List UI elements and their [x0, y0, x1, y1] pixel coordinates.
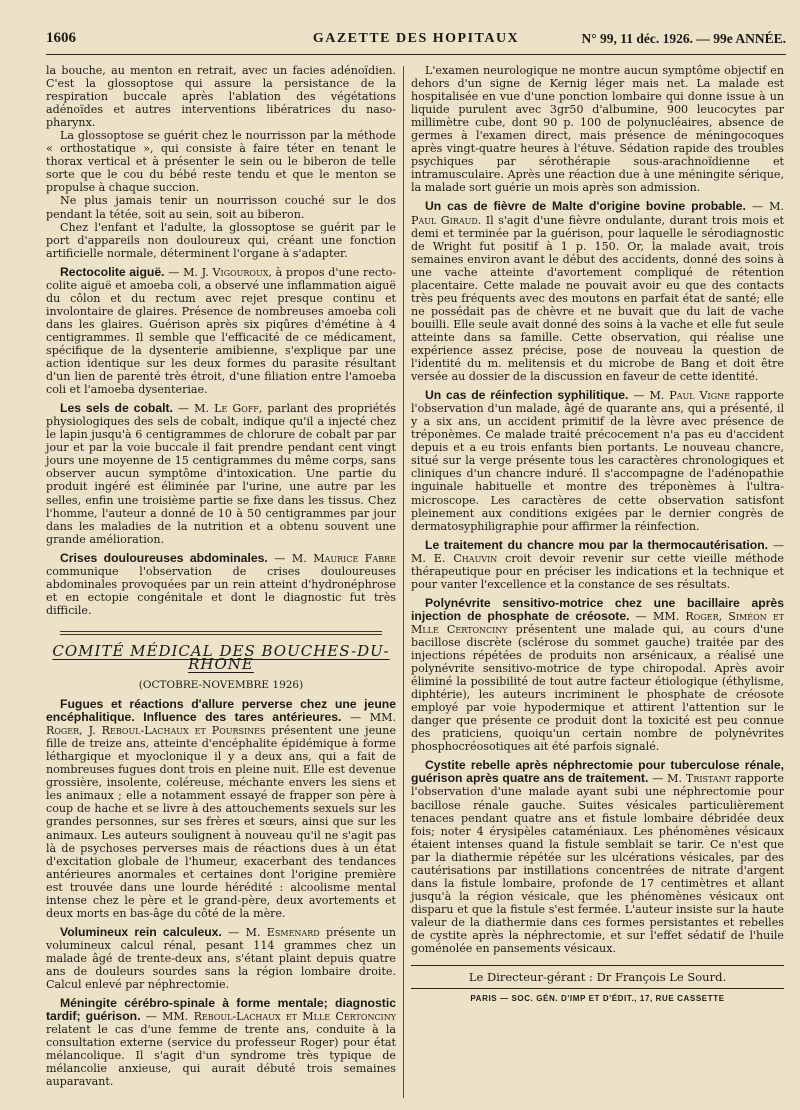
column-divider — [403, 66, 404, 1098]
section-title: Le traitement du chancre mou par la thermocautérisation. — [425, 537, 769, 552]
section-body: présente un volumineux calcul rénal, pesant 114 grammes chez un malade âgé de trente-deux ans, s'étant plaint depuis quatre ans de douleurs sourdes sans la région lombaire droite. Calcul enlevé par néphrectomie. — [46, 925, 396, 992]
page-footer — [411, 965, 784, 1005]
section-title: Les sels de cobalt. — [60, 401, 173, 416]
section-title: Un cas de réinfection syphilitique. — [425, 388, 629, 403]
article-section: Un cas de fièvre de Malte d'origine bovine probable. — M. Paul Giraud. Il s'agit d'une fièvre ondulante, durant trois mois et demi et terminée par la guérison, pour laquelle le sérodiagnostic de Wright fut positif à 1 p. 150. Or, la malade avait, trois semaines environ avant le début des accidents, donné des soins à une vache atteinte d'avortement compliqué de rétention placentaire. Cette malade ne pouvait avoir eu que des contacts très peu fréquents avec des moutons en parfait état de santé; elle ne possédait pas de chèvre et ne buvait que du lait de vache bouilli. Elle seule avait donné des soins à la vache et elle fut seule atteinte dans sa famille. Cette observation, qui réalise une expérience assez précise, pose de nouveau la question de l'identité du m. melitensis et du microbe de Bang et doit être versée au dossier de la discussion en faveur de cette identité. — [411, 199, 784, 384]
article-section: Volumineux rein calculeux. — M. Esmenard présente un volumineux calcul rénal, pesant 114 grammes chez un malade âgé de trente-deux ans, s'étant plaint depuis quatre ans de douleurs sourdes sans la région lombaire droite. Calcul enlevé par néphrectomie. — [46, 924, 396, 992]
section-author: M. Tristant — [667, 772, 731, 786]
article-section: Les sels de cobalt. — M. Le Goff, parlant des propriétés physiologiques des sels de cobalt, indique qu'il a injecté chez le lapin jusqu'à 6 centigrammes de chlorure de cobalt par par jour et par la voie buccale il fait prendre pendant cent vingt jours une moyenne de 15 centigrammes du même corps, sans observer aucun symptôme d'intoxication. Une partie du produit ingéré est éliminée par l'urine, une autre par les selles, enfin une troisième partie se fixe dans les tissus. Chez l'homme, l'auteur a donné de 10 à 50 centigrammes par jour dans les maladies de la nutrition et a obtenu souvent une grande amélioration. — [46, 401, 396, 546]
section-body: croit devoir revenir sur cette vieille méthode thérapeutique pour en préciser les indications et la technique et pour vanter l'excellence et la constance de ses résultats. — [411, 551, 784, 591]
section-title: Rectocolite aiguë. — [60, 264, 165, 279]
section-body: communique l'observation de crises douloureuses abdominales provoquées par un rein atteint d'hydronéphrose et en ectopie congénitale et dont le diagnostic fut très difficile. — [46, 564, 396, 617]
paragraph: Chez l'enfant et l'adulte, la glossoptose se guérit par le port d'appareils non douloureux qui, créant une fonction artificielle normale, déterminent l'organe à s'adapter. — [46, 220, 396, 260]
section-author: M. J. Vigouroux — [183, 265, 269, 279]
section-body: présentent une jeune fille de treize ans, atteinte d'encéphalite épidémique à forme léthargique et myoclonique il y a deux ans, qui a fait de nombreuses fugues dont trois en pleine nuit. Elle est devenue grossière, insolente, coléreuse, méchante envers les siens et les animaux ; elle a notamment essayé de frapper son père à coup de hache et se livre à des attouchements sexuels sur les grandes personnes, sur ses frères et sœurs, ainsi que sur les animaux. Les auteurs soulignent à nouveau qu'il ne s'agit pas là de psychoses perverses mais de réactions dues à un état d'excitation globale de l'humeur, exacerbant des tendances antérieures anormales et certaines dont l'origine première est trouvée dans une lourde hérédité : alcoolisme mental intense chez le père et le grand-père, deux avortements et deux morts en bas-âge du côté de la mère. — [46, 724, 397, 920]
article-section: Le traitement du chancre mou par la thermocautérisation. — M. E. Chauvin croit devoir revenir sur cette vieille méthode thérapeutique pour en préciser les indications et la technique et pour vanter l'excellence et la constance de ses résultats. — [411, 537, 784, 591]
article-section: Fugues et réactions d'allure perverse chez une jeune encéphalitique. Influence des tares antérieures. — MM. Roger, J. Reboul-Lachaux et Poursines présentent une jeune fille de treize ans, atteinte d'encéphalite épidémique à forme léthargique et myoclonique il y a deux ans, qui a fait de nombreuses fugues dont trois en pleine nuit. Elle est devenue grossière, insolente, coléreuse, méchante envers les siens et les animaux ; elle a notamment essayé de frapper son père à coup de hache et se livre à des attouchements sexuels sur les grandes personnes, sur ses frères et sœurs, ainsi que sur les animaux. Les auteurs soulignent à nouveau qu'il ne s'agit pas là de psychoses perverses mais de réactions dues à un état d'excitation globale de l'humeur, exacerbant des tendances antérieures anormales et certaines dont l'origine première est trouvée dans une lourde hérédité : alcoolisme mental intense chez le père et le grand-père, deux avortements et deux morts en bas-âge du côté de la mère. — [46, 697, 397, 920]
article-section: Polynévrite sensitivo-motrice chez une bacillaire après injection de phosphate de créosote. — MM. Roger, Siméon et Mlle Certonciny présentent une malade qui, au cours d'une bacillose discrète (sclérose du sommet gauche) traitée par des injections répétées de produits non arsénicaux, a réalisé une polynévrite sensitivo-motrice de type chiropodal. Après avoir éliminé la possibilité de tout autre facteur étiologique (éthylisme, diphtérie), les auteurs incriminent le phosphate de créosote employé par voie hypodermique et attirent l'attention sur le danger que présente ce produit dont la toxicité est peu connue des praticiens, quoiqu'un certain nombre de polynévrites phosphocréosotiques ait été parfois signalé. — [411, 595, 785, 754]
paragraph: La glossoptose se guérit chez le nourrisson par la méthode « orthostatique », qui consiste à faire téter en tenant le thorax vertical et à présenter le sein ou le biberon de telle sorte que le cou du bébé reste tendu et que le menton se propulse à chaque succion. — [46, 129, 396, 195]
section-author: M. Maurice Fabre — [291, 551, 396, 565]
section-title: Méningite cérébro-spinale à forme mentale; diagnostic tardif; guérison. — [46, 996, 396, 1024]
section-title: Polynévrite sensitivo-motrice chez une bacillaire après injection de phosphate de créosote. — [411, 595, 784, 623]
paragraph: L'examen neurologique ne montre aucun symptôme objectif en dehors d'un signe de Kernig léger mais net. La malade est hospitalisée en vue d'une ponction lombaire qui donne issue à un liquide purulent avec 3gr50 d'albumine, 900 leucocytes par millimètre cube, dont 90 p. 100 de polynucléaires, absence de germes à l'examen direct, mais présence de méningocoques après vingt-quatre heures à l'étuve. Sédation rapide des troubles psychiques par sérothérapie sous-arachnoïdienne et intramusculaire. Après une réaction due à une méningite sérique, la malade sort guérie un mois après son admission. — [411, 64, 784, 195]
left-column — [46, 64, 396, 1088]
paragraph: Ne plus jamais tenir un nourrisson couché sur le dos pendant la tétée, soit au sein, soit au biberon. — [46, 194, 396, 221]
section-author: M. Paul Vigne — [649, 389, 730, 403]
section-body: présentent une malade qui, au cours d'une bacillose discrète (sclérose du sommet gauche) traitée par des injections répétées de produits non arsénicaux, a réalisé une polynévrite sensitivo-motrice de type chiropodal. Après avoir éliminé la possibilité de tout autre facteur étiologique (éthylisme, diphtérie), les auteurs incriminent le phosphate de créosote employé par voie hypodermique et attirent l'attention sur le danger que présente ce produit dont la toxicité est peu connue des praticiens, quoiqu'un certain nombre de polynévrites phosphocréosotiques ait été parfois signalé. — [411, 622, 784, 754]
section-body: relatent le cas d'une femme de trente ans, conduite à la consultation externe (service du professeur Roger) pour état mélancolique. Il s'agit d'un syndrome très typique de mélancolie anxieuse, qui aurait débuté trois semaines auparavant. — [46, 1023, 396, 1089]
section-author: M. Paul Giraud — [411, 200, 784, 227]
society-heading: COMITÉ MÉDICAL DES BOUCHES-DU-RHONE — [52, 641, 390, 673]
section-title: Crises douloureuses abdominales. — [60, 550, 268, 565]
section-body: rapporte l'observation d'une malade ayant subi une néphrectomie pour bacillose rénale gauche. Suites vésicales particulièrement tenaces pendant quatre ans et fistule lombaire débridée deux fois; noter 4 érysipèles cataméniaux. Les phénomènes vésicaux étaient intenses quand la fistule semblait se tarir. Ce n'est que par la diathermie répétée sur les ulcérations vésicales, par des cautérisations par instillations concentrées de nitrate d'argent dans la fistule lombaire, profonde de 17 centimètres et allant jusqu'à la région vésicale, que les phénomènes vésicaux ont disparu et que la fistule s'est fermée. L'auteur insiste sur la haute valeur de la diathermie dans ces formes persistantes et rebelles de cystite après la néphrectomie, et sur l'effet sédatif de l'huile goménolée en pansements vésicaux. — [411, 772, 784, 956]
section-title: Volumineux rein calculeux. — [60, 924, 222, 939]
section-title: Fugues et réactions d'allure perverse chez une jeune encéphalitique. Influence des tares antérieures. — [46, 697, 396, 725]
section-author: MM. Roger, Siméon et Mlle Certonciny — [411, 609, 785, 636]
director-signature: Le Directeur-gérant : Dr François Le Sourd. — [411, 971, 784, 989]
section-author: M. E. Chauvin — [411, 551, 498, 565]
section-body: rapporte l'observation d'un malade, âgé de quarante ans, qui a présenté, il y a six ans, un accident primitif de la lèvre avec présence de tréponèmes. Ce malade traité précocement n'a pas eu d'accident depuis et a eu trois enfants bien portants. Le nouveau chancre, situé sur la verge présente tous les caractères chronologiques et cliniques d'un chancre induré. Il s'accompagne de l'adénopathie inguinale habituelle et montre des tréponèmes à l'ultra-microscope. Les caractères de cette observation satisfont pleinement aux conditions exigées par le dernier congrès de dermatosyphiligraphie pour affirmer la réinfection. — [411, 389, 784, 533]
section-body: , à propos d'une recto-colite aiguë et amoeba coli, a observé une inflammation aiguë du côlon et du rectum avec rejet presque continu et involontaire de glaires. Présence de nombreuses amoeba coli dans les glaires. Guérison après six piqûres d'émétine à 4 centigrammes. Il semble que l'efficacité de ce médicament, spécifique de la dysenterie amibienne, s'explique par une action identique sur les deux formes du parasite résultant d'un lien de parenté très étroit, d'une filiation entre l'amoeba coli et l'amoeba dysenteriae. — [46, 265, 396, 397]
section-author: M. Esmenard — [245, 925, 320, 939]
section-title: Cystite rebelle après néphrectomie pour tuberculose rénale, guérison après quatre ans de traitement. — [411, 758, 784, 786]
section-author: MM. Roger, J. Reboul-Lachaux et Poursines — [46, 711, 396, 738]
article-section: Cystite rebelle après néphrectomie pour tuberculose rénale, guérison après quatre ans de traitement. — M. Tristant rapporte l'observation d'une malade ayant subi une néphrectomie pour bacillose rénale gauche. Suites vésicales particulièrement tenaces pendant quatre ans et fistule lombaire débridée deux fois; noter 4 érysipèles cataméniaux. Les phénomènes vésicaux étaient intenses quand la fistule semblait se tarir. Ce n'est que par la diathermie répétée sur les ulcérations vésicales, par des cautérisations par instillations concentrées de nitrate d'argent dans la fistule lombaire, profonde de 17 centimètres et allant jusqu'à la région vésicale, que les phénomènes vésicaux ont disparu et que la fistule s'est fermée. L'auteur insiste sur la haute valeur de la diathermie dans ces formes persistantes et rebelles de cystite après la néphrectomie, et sur l'effet sédatif de l'huile goménolée en pansements vésicaux. — [411, 758, 784, 956]
article-section: Crises douloureuses abdominales. — M. Maurice Fabre communique l'observation de crises douloureuses abdominales provoquées par un rein atteint d'hydronéphrose et en ectopie congénitale et dont le diagnostic fut très difficile. — [46, 550, 396, 617]
separator-rule — [60, 634, 382, 635]
section-title: Un cas de fièvre de Malte d'origine bovine probable. — [425, 199, 746, 214]
section-author: MM. Reboul-Lachaux et Mlle Certonciny — [162, 1010, 397, 1024]
printer-imprint: PARIS — SOC. GÉN. D'IMP ET D'ÉDIT., 17, RUE CASSETTE — [470, 994, 725, 1004]
section-author: M. Le Goff — [194, 402, 259, 416]
article-section: Méningite cérébro-spinale à forme mentale; diagnostic tardif; guérison. — MM. Reboul-Lachaux et Mlle Certonciny relatent le cas d'une femme de trente ans, conduite à la consultation externe (service du professeur Roger) pour état mélancolique. Il s'agit d'un syndrome très typique de mélancolie anxieuse, qui aurait débuté trois semaines auparavant. — [46, 996, 397, 1089]
section-body: , parlant des propriétés physiologiques des sels de cobalt, indique qu'il a injecté chez le lapin jusqu'à 6 centigrammes de chlorure de cobalt par par jour et par la voie buccale il fait prendre pendant cent vingt jours une moyenne de 15 centigrammes du même corps, sans observer aucun symptôme d'intoxication. Une partie du produit ingéré est éliminée par l'urine, une autre par les selles, enfin une troisième partie se fixe dans les tissus. Chez l'homme, l'auteur a donné de 10 à 50 centigrammes par jour dans les maladies de la nutrition et a obtenu souvent une grande amélioration. — [46, 402, 396, 546]
separator-rule — [60, 631, 382, 632]
article-section: Rectocolite aiguë. — M. J. Vigouroux, à propos d'une recto-colite aiguë et amoeba coli, a observé une inflammation aiguë du côlon et du rectum avec rejet presque continu et involontaire de glaires. Présence de nombreuses amoeba coli dans les glaires. Guérison après six piqûres d'émétine à 4 centigrammes. Il semble que l'efficacité de ce médicament, spécifique de la dysenterie amibienne, s'explique par une action identique sur les deux formes du parasite résultant d'un lien de parenté très étroit, d'une filiation entre l'amoeba coli et l'amoeba dysenteriae. — [46, 264, 396, 397]
paragraph: la bouche, au menton en retrait, avec un facies adénoïdien. C'est la glossoptose qui assure la persistance de la respiration buccale après l'ablation des végétations adénoïdes et autres interventions libératrices du naso-pharynx. — [46, 64, 396, 130]
article-section: Un cas de réinfection syphilitique. — M. Paul Vigne rapporte l'observation d'un malade, âgé de quarante ans, qui a présenté, il y a six ans, un accident primitif de la lèvre avec présence de tréponèmes. Ce malade traité précocement n'a pas eu d'accident depuis et a eu trois enfants bien portants. Le nouveau chancre, situé sur la verge présente tous les caractères chronologiques et cliniques d'un chancre induré. Il s'accompagne de l'adénopathie inguinale habituelle et montre des tréponèmes à l'ultra-microscope. Les caractères de cette observation satisfont pleinement aux conditions exigées par le dernier congrès de dermatosyphiligraphie pour affirmer la réinfection. — [411, 388, 784, 533]
right-column — [411, 64, 784, 1005]
journal-title: GAZETTE DES HOPITAUX — [312, 31, 520, 46]
page-number: 1606 — [46, 30, 76, 46]
society-date: (OCTOBRE-NOVEMBRE 1926) — [138, 679, 304, 692]
issue-info: N° 99, 11 déc. 1926. — 99e ANNÉE. — [581, 31, 786, 46]
page-header — [46, 28, 786, 55]
section-body: . Il s'agit d'une fièvre ondulante, durant trois mois et demi et terminée par la guérison, pour laquelle le sérodiagnostic de Wright fut positif à 1 p. 150. Or, la malade avait, trois semaines environ avant le début des accidents, donné des soins à une vache atteinte d'avortement compliqué de rétention placentaire. Cette malade ne pouvait avoir eu que des contacts très peu fréquents avec des moutons en parfait état de santé; elle ne possédait pas de chèvre et ne buvait que du lait de vache bouilli. Elle seule avait donné des soins à la vache et elle fut seule atteinte dans sa famille. Cette observation, qui réalise une expérience assez précise, pose de nouveau la question de l'identité du m. melitensis et du microbe de Bang et doit être versée au dossier de la discussion en faveur de cette identité. — [411, 213, 784, 384]
